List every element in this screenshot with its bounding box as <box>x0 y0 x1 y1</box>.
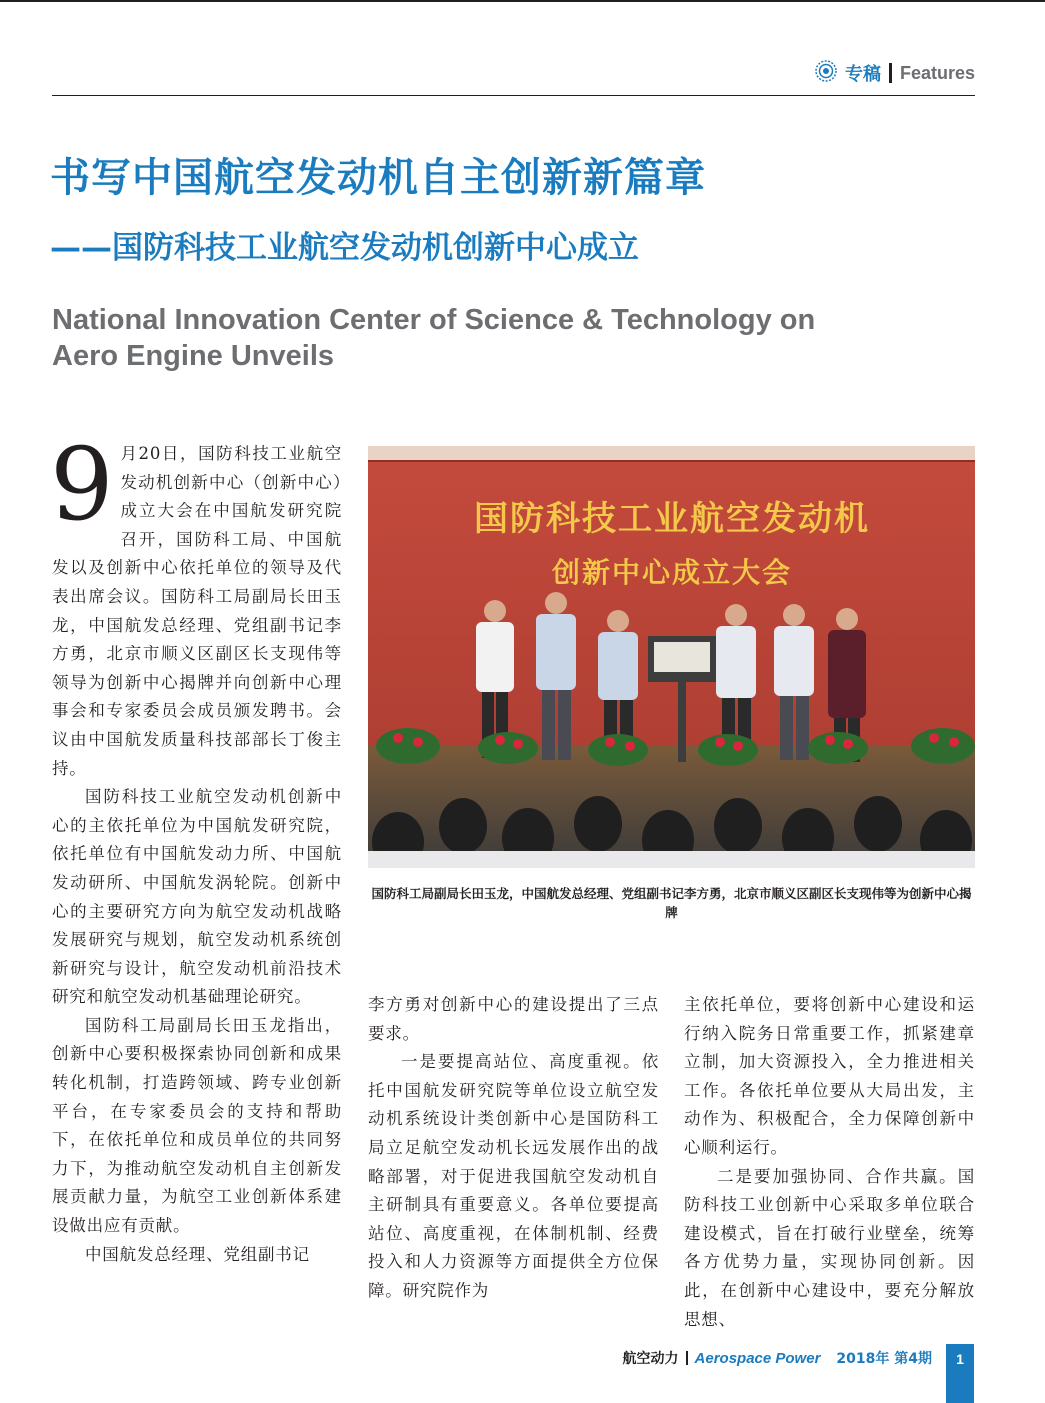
journal-name-cn: 航空动力 <box>622 1351 679 1367</box>
section-label-en: Features <box>899 62 975 83</box>
footer-divider <box>686 1351 688 1365</box>
paragraph: 国防科技工业航空发动机创新中心的主依托单位为中国航发研究院，依托单位有中国航发动力所、中国航发动研所、中国航发涡轮院。创新中心的主要研究方向为航空发动机战略发展研究与规划，航空发动机系统创新研究与设计，航空发动机前沿技术研究和航空发动机基础理论研究。 <box>52 787 342 1007</box>
target-icon <box>815 60 837 86</box>
journal-name-en: Aerospace Power <box>694 1349 821 1367</box>
article-title: 书写中国航空发动机自主创新新篇章 <box>50 155 706 201</box>
section-label-cn: 专稿 <box>844 64 881 85</box>
paragraph: 二是要加强协同、合作共赢。国防科技工业创新中心采取多单位联合建设模式，旨在打破行业壁垒，统筹各方优势力量，实现协同创新。因此，在创新中心建设中，要充分解放思想、 <box>684 1166 975 1329</box>
top-rule <box>0 0 1045 2</box>
page-number: 1 <box>946 1344 974 1403</box>
paragraph: 主依托单位，要将创新中心建设和运行纳入院务日常重要工作，抓紧建章立制，加大资源投入，全力推进相关工作。各依托单位要从大局出发，主动作为、积极配合，全力保障创新中心顺利运行。 <box>684 995 975 1157</box>
banner-line-1: 国防科技工业航空发动机 <box>474 499 870 539</box>
paragraph: 中国航发总经理、党组副书记 <box>85 1244 310 1264</box>
ceremony-photo <box>368 446 975 868</box>
photo-caption: 国防科工局副局长田玉龙，中国航发总经理、党组副书记李方勇，北京市顺义区副区长支现伟等为创新中心揭牌 <box>371 886 972 920</box>
issue-label: 2018年 第4期 <box>836 1351 932 1367</box>
paragraph: 一是要提高站位、高度重视。依托中国航发研究院等单位设立航空发动机系统设计类创新中心是国防科工局立足航空发动机长远发展作出的战略部署，对于促进我国航空发动机自主研制具有重要意义。各单位要提高站位、高度重视，在体制机制、经费投入和人力资源等方面提供全方位保障。研究院作为 <box>368 1052 659 1300</box>
drop-cap: 9 <box>50 426 115 543</box>
article-title-english: National Innovation Center of Science & Technology on Aero Engine Unveils <box>52 304 816 372</box>
banner-line-2: 创新中心成立大会 <box>551 556 793 589</box>
paragraph: 国防科工局副局长田玉龙指出，创新中心要积极探索协同创新和成果转化机制，打造跨领域、跨专业创新平台，在专家委员会的支持和帮助下，在依托单位和成员单位的共同努力下，为推动航空发动机自主创新发展贡献力量，为航空工业创新体系建设做出应有贡献。 <box>52 1015 342 1236</box>
article-subtitle: ——国防科技工业航空发动机创新中心成立 <box>50 230 639 266</box>
page-footer <box>623 1346 932 1370</box>
section-divider <box>889 63 892 83</box>
section-tag <box>815 60 975 86</box>
header-rule <box>52 95 975 96</box>
paragraph-text: 月20日，国防科技工业航空发动机创新中心（创新中心）成立大会在中国航发研究院召开，国防科工局、中国航发以及创新中心依托单位的领导及代表出席会议。国防科工局副局长田玉龙，中国航发总经理、党组副书记李方勇，北京市顺义区副区长支现伟等领导为创新中心揭牌并向创新中心理事会和专家委员会成员颁发聘书。会议由中国航发质量科技部部长丁俊主持。 <box>52 444 342 778</box>
body-column-3 <box>684 991 975 1334</box>
body-column-1 <box>50 426 342 1269</box>
paragraph <box>50 426 342 783</box>
paragraph: 李方勇对创新中心的建设提出了三点要求。 <box>368 995 659 1043</box>
body-column-2 <box>368 991 659 1306</box>
